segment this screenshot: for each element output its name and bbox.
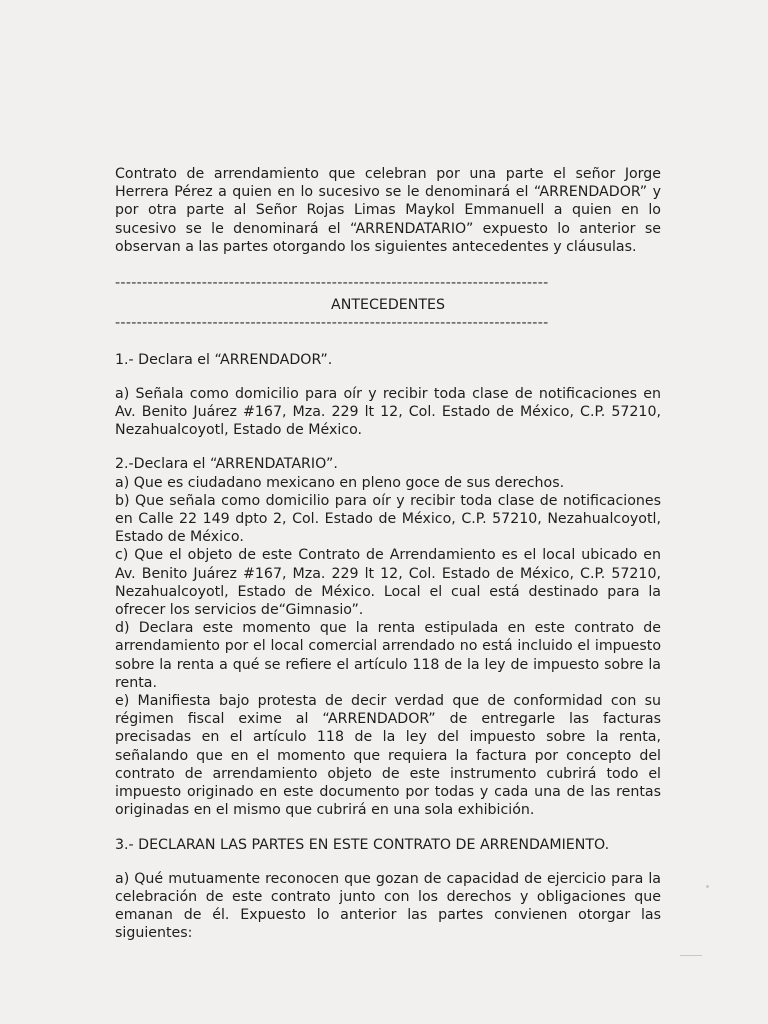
section1-item-a: a) Señala como domicilio para oír y recibir toda clase de notificaciones en Av. Benito Juárez #167, Mza. 229 lt 12, Col. Estado de México, C.P. 57210, Nezahualcoyotl, Estado de México. xyxy=(115,385,661,439)
scan-mark xyxy=(706,885,709,888)
section2-item-e: e) Manifiesta bajo protesta de decir verdad que de conformidad con su régimen fiscal exime al “ARRENDADOR” de entregarle las facturas precisadas en el artículo 118 de la ley del impuesto sobre la renta, señalando que en el momento que requiera la factura por concepto del contrato de arrendamiento objeto de este instrumento cubrirá todo el impuesto originado en este documento por todas y cada una de las rentas originadas en el mismo que cubrirá en una sola exhibición. xyxy=(115,693,661,819)
scan-mark xyxy=(680,955,702,956)
section2-item-d: d) Declara este momento que la renta estipulada en este contrato de arrendamiento por el local comercial arrendado no está incluido el impuesto sobre la renta a qué se refiere el artículo 118 de la ley de impuesto sobre la renta. xyxy=(115,620,661,691)
section3-item-a: a) Qué mutuamente reconocen que gozan de capacidad de ejercicio para la celebración de este contrato junto con los derechos y obligaciones que emanan de él. Expuesto lo anterior las partes convienen otorgar las siguientes: xyxy=(115,870,661,942)
contract-body xyxy=(115,165,661,943)
section2-heading: 2.-Declara el “ARRENDATARIO”. xyxy=(115,456,338,473)
section3-heading: 3.- DECLARAN LAS PARTES EN ESTE CONTRATO DE ARRENDAMIENTO. xyxy=(115,836,610,853)
section2-item-c: c) Que el objeto de este Contrato de Arrendamiento es el local ubicado en Av. Benito Juárez #167, Mza. 229 lt 12, Col. Estado de México, C.P. 57210, Nezahualcoyotl, Estado de México. Local el cual está destinado para la ofrecer los servicios de“Gimnasio”. xyxy=(115,547,661,619)
section2-item-a: a) Que es ciudadano mexicano en pleno goce de sus derechos. xyxy=(115,474,565,491)
section2-item-b: b) Que señala como domicilio para oír y recibir toda clase de notificaciones en Calle 22 149 dpto 2, Col. Estado de México, C.P. 57210, Nezahualcoyotl, Estado de México. xyxy=(115,492,661,546)
section1-heading: 1.- Declara el “ARRENDADOR”. xyxy=(115,351,333,368)
intro-paragraph: Contrato de arrendamiento que celebran por una parte el señor Jorge Herrera Pérez a quien en lo sucesivo se le denominará el “ARRENDADOR” y por otra parte al Señor Rojas Limas Maykol Emmanuell a quien en lo sucesivo se le denominará el “ARRENDATARIO” expuesto lo anterior se observan a las partes otorgando los siguientes antecedentes y cláusulas. xyxy=(115,166,661,255)
antecedentes-heading: ANTECEDENTES xyxy=(331,297,445,314)
separator-line-bottom: -------------------------------------------------------------------------------- xyxy=(115,315,549,332)
separator-line-top: -------------------------------------------------------------------------------- xyxy=(115,275,549,292)
